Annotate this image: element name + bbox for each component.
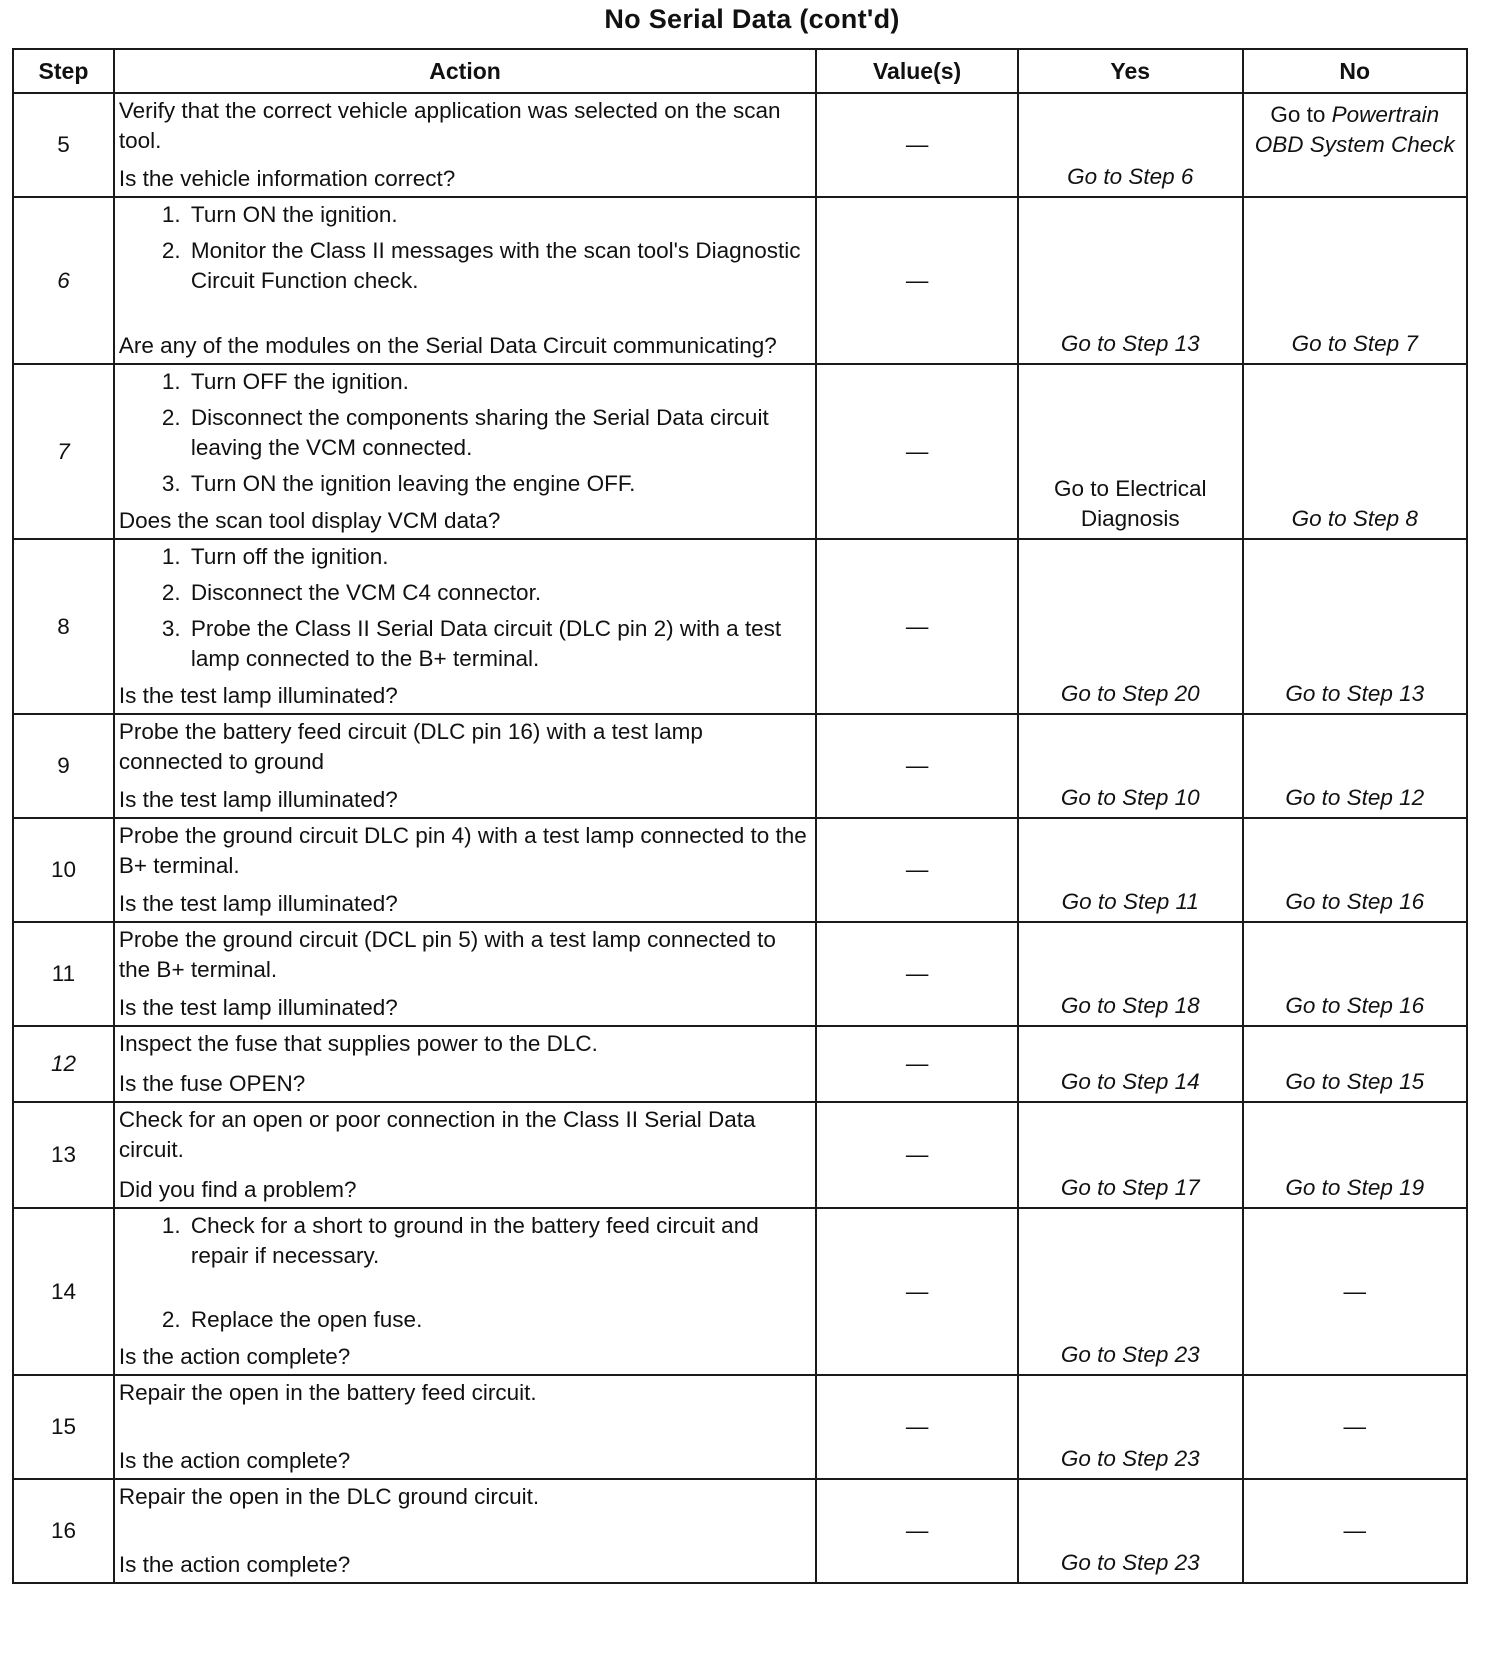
header-action: Action	[114, 49, 816, 93]
header-row	[13, 49, 1467, 93]
action-cell	[114, 539, 816, 714]
table-row	[13, 1208, 1467, 1375]
step-number: 9	[13, 714, 114, 818]
yes-cell: Go to Step 23	[1018, 1479, 1242, 1583]
action-question: Did you find a problem?	[118, 1177, 357, 1202]
page-title: No Serial Data (cont'd)	[604, 4, 900, 34]
value-cell: —	[816, 364, 1018, 539]
action-list	[119, 542, 809, 680]
table-row	[13, 364, 1467, 539]
action-question: Is the vehicle information correct?	[118, 166, 456, 191]
value-cell: —	[816, 818, 1018, 922]
header-yes: Yes	[1018, 49, 1242, 93]
action-cell	[114, 364, 816, 539]
action-cell	[114, 1208, 816, 1375]
no-cell: Go to Step 19	[1243, 1102, 1468, 1208]
no-cell: —	[1243, 1375, 1468, 1479]
yes-cell: Go to Step 17	[1018, 1102, 1242, 1208]
value-cell: —	[816, 1208, 1018, 1375]
step-number: 7	[13, 364, 114, 539]
no-link: Powertrain OBD System Check	[1254, 102, 1455, 157]
yes-cell: Go to Step 11	[1018, 818, 1242, 922]
yes-cell: Go to Step 20	[1018, 539, 1242, 714]
action-cell	[114, 1375, 816, 1479]
list-item: 2. Replace the open fuse.	[187, 1305, 809, 1335]
header-no: No	[1243, 49, 1468, 93]
action-cell	[114, 1026, 816, 1102]
action-text: Inspect the fuse that supplies power to the DLC.	[118, 1031, 598, 1056]
value-cell: —	[816, 539, 1018, 714]
table-row	[13, 818, 1467, 922]
action-question: Is the test lamp illuminated?	[118, 995, 398, 1020]
table-row	[13, 1102, 1467, 1208]
diagnostic-table	[12, 48, 1468, 1584]
no-cell: —	[1243, 1208, 1468, 1375]
no-cell	[1243, 93, 1468, 197]
action-text: Repair the open in the battery feed circuit.	[118, 1380, 537, 1405]
step-number: 13	[13, 1102, 114, 1208]
yes-cell: Go to Electrical Diagnosis	[1018, 364, 1242, 539]
action-question: Is the action complete?	[118, 1552, 351, 1577]
action-text: Probe the ground circuit DLC pin 4) with a test lamp connected to the B+ terminal.	[118, 823, 807, 878]
step-number: 5	[13, 93, 114, 197]
action-question: Is the action complete?	[118, 1448, 351, 1473]
list-item: 1. Check for a short to ground in the battery feed circuit and repair if necessary.	[187, 1211, 809, 1271]
action-text: Repair the open in the DLC ground circuit.	[118, 1484, 540, 1509]
value-cell: —	[816, 1102, 1018, 1208]
yes-cell: Go to Step 18	[1018, 922, 1242, 1026]
table-row	[13, 922, 1467, 1026]
list-item: 2. Disconnect the VCM C4 connector.	[187, 578, 809, 608]
table-row	[13, 714, 1467, 818]
step-number: 11	[13, 922, 114, 1026]
action-text: Verify that the correct vehicle application was selected on the scan tool.	[118, 98, 781, 153]
table-row	[13, 93, 1467, 197]
action-text: Check for an open or poor connection in the Class II Serial Data circuit.	[118, 1107, 756, 1162]
action-question: Is the test lamp illuminated?	[118, 891, 398, 916]
action-question: Does the scan tool display VCM data?	[118, 508, 501, 533]
value-cell: —	[816, 197, 1018, 364]
value-cell: —	[816, 922, 1018, 1026]
value-cell: —	[816, 1026, 1018, 1102]
action-cell	[114, 197, 816, 364]
step-number: 6	[13, 197, 114, 364]
yes-cell: Go to Step 13	[1018, 197, 1242, 364]
yes-cell: Go to Step 23	[1018, 1208, 1242, 1375]
value-cell: —	[816, 93, 1018, 197]
action-list	[119, 367, 809, 505]
value-cell: —	[816, 1479, 1018, 1583]
no-cell: —	[1243, 1479, 1468, 1583]
action-cell	[114, 1479, 816, 1583]
action-question: Is the fuse OPEN?	[118, 1071, 306, 1096]
action-cell	[114, 922, 816, 1026]
list-item: 1. Turn OFF the ignition.	[187, 367, 809, 397]
yes-cell: Go to Step 14	[1018, 1026, 1242, 1102]
action-question: Is the test lamp illuminated?	[118, 683, 398, 708]
table-row	[13, 1375, 1467, 1479]
no-cell: Go to Step 16	[1243, 922, 1468, 1026]
list-item: 3. Probe the Class II Serial Data circuit (DLC pin 2) with a test lamp connected to the B+ terminal.	[187, 614, 809, 674]
list-item: 1. Turn off the ignition.	[187, 542, 809, 572]
no-cell: Go to Step 7	[1243, 197, 1468, 364]
action-question: Are any of the modules on the Serial Data Circuit communicating?	[118, 333, 777, 358]
table-row	[13, 1026, 1467, 1102]
table-row	[13, 539, 1467, 714]
no-prefix: Go to	[1270, 102, 1332, 127]
step-number: 16	[13, 1479, 114, 1583]
table-row	[13, 197, 1467, 364]
header-step: Step	[13, 49, 114, 93]
no-cell: Go to Step 16	[1243, 818, 1468, 922]
step-number: 10	[13, 818, 114, 922]
list-item: 1. Turn ON the ignition.	[187, 200, 809, 230]
no-cell: Go to Step 8	[1243, 364, 1468, 539]
step-number: 12	[13, 1026, 114, 1102]
list-item: 2. Monitor the Class II messages with the scan tool's Diagnostic Circuit Function check.	[187, 236, 809, 296]
action-cell	[114, 714, 816, 818]
value-cell: —	[816, 1375, 1018, 1479]
action-list	[119, 1211, 809, 1341]
action-cell	[114, 93, 816, 197]
no-cell: Go to Step 13	[1243, 539, 1468, 714]
action-text: Probe the battery feed circuit (DLC pin 16) with a test lamp connected to ground	[118, 719, 703, 774]
step-number: 8	[13, 539, 114, 714]
action-question: Is the action complete?	[118, 1344, 351, 1369]
action-list	[119, 200, 809, 302]
action-cell	[114, 818, 816, 922]
step-number: 14	[13, 1208, 114, 1375]
list-item: 3. Turn ON the ignition leaving the engine OFF.	[187, 469, 809, 499]
action-question: Is the test lamp illuminated?	[118, 787, 398, 812]
header-values: Value(s)	[816, 49, 1018, 93]
step-number: 15	[13, 1375, 114, 1479]
table-row	[13, 1479, 1467, 1583]
value-cell: —	[816, 714, 1018, 818]
action-text: Probe the ground circuit (DCL pin 5) with a test lamp connected to the B+ terminal.	[118, 927, 776, 982]
no-cell: Go to Step 15	[1243, 1026, 1468, 1102]
no-cell: Go to Step 12	[1243, 714, 1468, 818]
action-cell	[114, 1102, 816, 1208]
yes-cell: Go to Step 6	[1018, 93, 1242, 197]
yes-cell: Go to Step 10	[1018, 714, 1242, 818]
list-item: 2. Disconnect the components sharing the Serial Data circuit leaving the VCM connected.	[187, 403, 809, 463]
yes-cell: Go to Step 23	[1018, 1375, 1242, 1479]
